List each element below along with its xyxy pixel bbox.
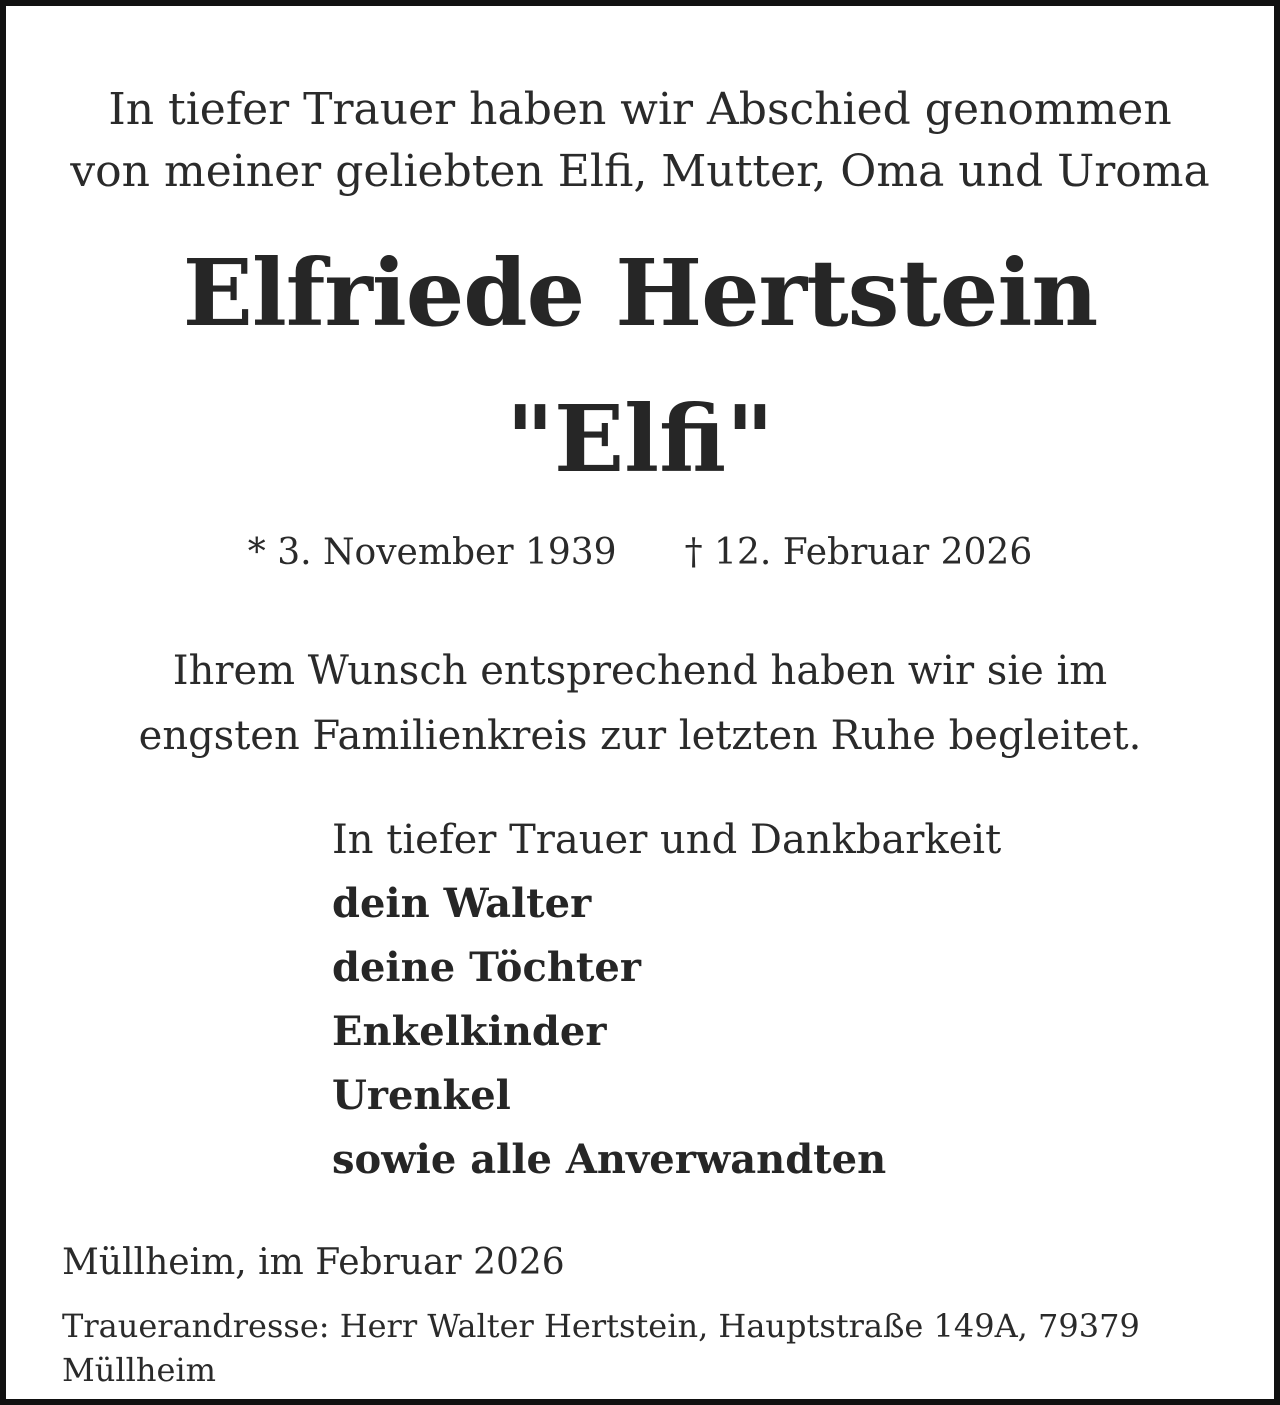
wish-line-2: engsten Familienkreis zur letzten Ruhe begleitet. — [138, 713, 1142, 759]
signers-block — [332, 808, 1001, 1192]
signer-grandchildren: Enkelkinder — [332, 1008, 607, 1055]
signer-walter: dein Walter — [332, 880, 592, 927]
deceased-name: Elfriede Hertstein — [182, 239, 1098, 347]
signer-great-grandchildren: Urenkel — [332, 1072, 511, 1119]
signer-relatives: sowie alle Anverwandten — [332, 1136, 887, 1183]
birth-date: * 3. November 1939 — [247, 532, 617, 573]
mourning-address: Trauerandresse: Herr Walter Hertstein, Hauptstraße 149A, 79379 Müllheim — [62, 1307, 1140, 1389]
place-and-date: Müllheim, im Februar 2026 — [62, 1242, 565, 1283]
death-date: † 12. Februar 2026 — [684, 532, 1033, 573]
signature-intro: In tiefer Trauer und Dankbarkeit — [332, 817, 1002, 863]
intro-line-2: von meiner geliebten Elfi, Mutter, Oma und Uroma — [70, 146, 1210, 197]
life-dates — [6, 528, 1274, 578]
signer-daughters: deine Töchter — [332, 944, 641, 991]
intro-line-1: In tiefer Trauer haben wir Abschied genommen — [108, 84, 1172, 135]
wish-line-1: Ihrem Wunsch entsprechend haben wir sie im — [172, 648, 1108, 694]
deceased-nickname: "Elfi" — [506, 385, 774, 493]
